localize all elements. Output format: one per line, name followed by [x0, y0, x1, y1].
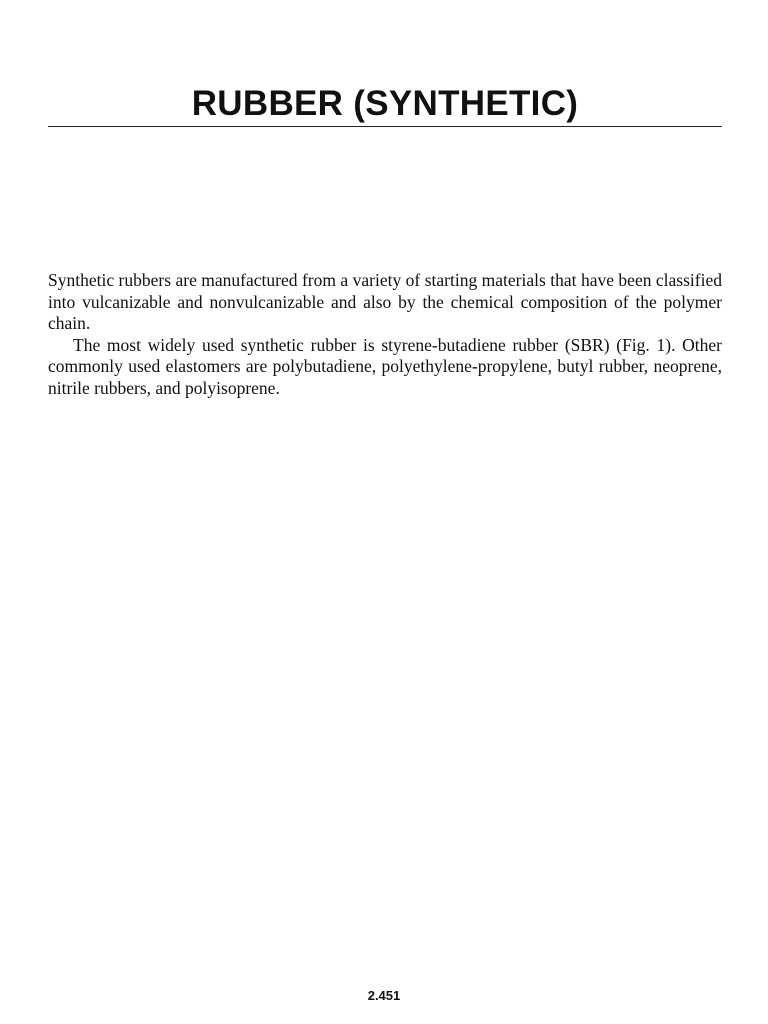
paragraph-intro: Synthetic rubbers are manufactured from a variety of starting materials that have been classified into vulcanizable and nonvulcanizable and also by the chemical composition of the polymer chain. [48, 270, 722, 333]
page-number: 2.451 [367, 988, 401, 1003]
body-text [48, 270, 722, 399]
page-title: RUBBER (SYNTHETIC) [191, 84, 579, 123]
paragraph-sbr: The most widely used synthetic rubber is styrene-butadiene rubber (SBR) (Fig. 1). Other commonly used elastomers are polybutadiene, polyethylene-propylene, butyl rubber, neoprene, nitrile rubbers, and polyisoprene. [48, 334, 722, 398]
title-divider [48, 126, 722, 127]
